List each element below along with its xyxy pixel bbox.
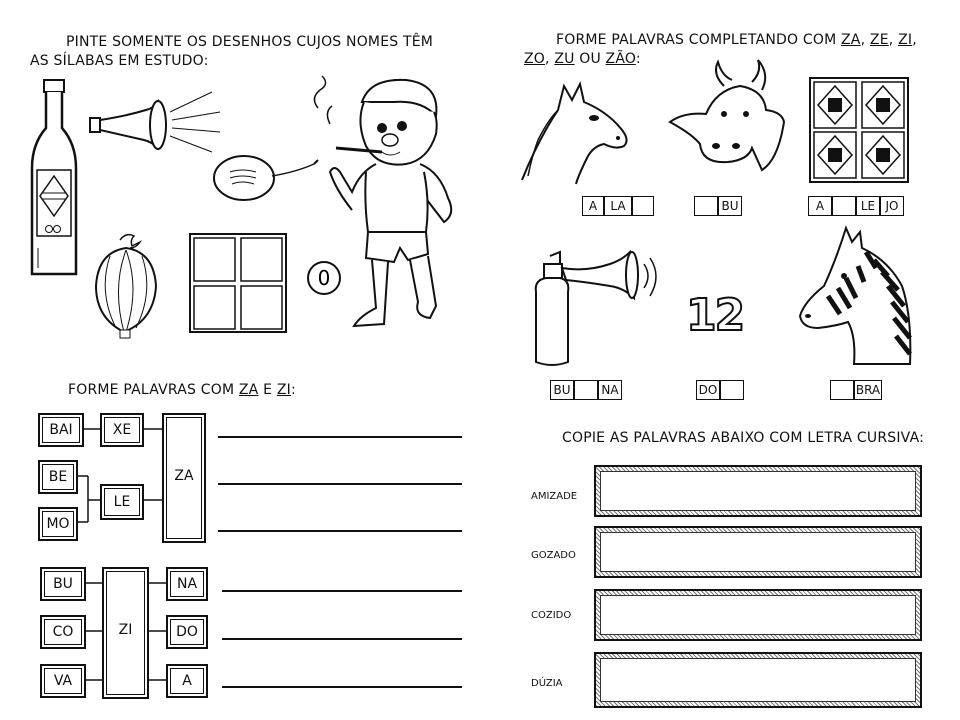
syllable-text: VA <box>44 668 82 694</box>
section1-title-line2: AS SÍLABAS EM ESTUDO: <box>30 53 209 69</box>
cavalo-cell-2: LA <box>604 196 632 216</box>
syllable-box-a <box>166 664 208 698</box>
section2-title-prefix: FORME PALAVRAS COM <box>68 382 239 398</box>
word-cozido: COZIDO <box>531 610 572 621</box>
syllable-text: ZI <box>106 571 145 695</box>
syllable-text: MO <box>42 511 74 537</box>
zebra-cell-2: BRA <box>854 380 882 400</box>
syllable-zao: ZÃO <box>605 51 636 67</box>
syllable-za: ZA <box>841 32 861 48</box>
horse-picture[interactable] <box>518 80 632 184</box>
copy-box-inner[interactable] <box>600 471 916 511</box>
word-gozado: GOZADO <box>531 550 576 561</box>
comma: , <box>545 51 555 67</box>
azulejo-cell-3: LE <box>856 196 880 216</box>
answer-line-6[interactable] <box>222 686 462 688</box>
syllable-text: BE <box>42 464 74 490</box>
comma: , <box>888 32 899 48</box>
section2-title-e: E <box>258 382 277 398</box>
syllable-box-zi <box>102 567 149 699</box>
syllable-box-do <box>166 615 208 649</box>
zero-digit: 0 <box>317 266 331 290</box>
syllable-box-mo <box>38 507 78 541</box>
comma: , <box>860 32 870 48</box>
syllable-box-za <box>162 413 206 543</box>
answer-line-1[interactable] <box>218 436 462 438</box>
copy-box-inner[interactable] <box>600 595 916 635</box>
azulejo-cell-4: JO <box>880 196 904 216</box>
azulejo-cell-blank[interactable] <box>832 196 856 216</box>
boi-cell-blank[interactable] <box>694 196 718 216</box>
ox-picture[interactable] <box>666 60 786 172</box>
syllable-box-co <box>40 615 86 649</box>
syllable-zu: ZU <box>554 51 575 67</box>
air-horn-picture[interactable] <box>526 244 666 370</box>
copy-box-duzia[interactable] <box>594 652 922 708</box>
syllable-zo: ZO <box>524 51 546 67</box>
azulejo-cell-1: A <box>808 196 832 216</box>
copy-box-inner[interactable] <box>600 532 916 572</box>
syllable-text: A <box>170 668 204 694</box>
ou-text: OU <box>574 51 606 67</box>
cavalo-cell-1: A <box>582 196 604 216</box>
syllable-box-na <box>166 567 208 601</box>
doze-cell-1: DO <box>696 380 720 400</box>
tiles-picture[interactable] <box>808 76 910 184</box>
copy-box-cozido[interactable] <box>594 589 922 641</box>
section2-title-colon: : <box>290 382 296 398</box>
colon: : <box>635 51 641 67</box>
section3-title-prefix: FORME PALAVRAS COMPLETANDO COM <box>556 32 842 48</box>
doze-cell-blank[interactable] <box>720 380 744 400</box>
word-duzia: DÚZIA <box>531 678 563 689</box>
syllable-zi: ZI <box>898 32 913 48</box>
syllable-box-le <box>100 484 144 520</box>
copy-box-inner[interactable] <box>600 658 916 702</box>
syllable-box-xe <box>100 413 144 447</box>
syllable-box-va <box>40 664 86 698</box>
answer-line-2[interactable] <box>218 483 462 485</box>
answer-line-5[interactable] <box>222 638 462 640</box>
cavalo-cell-blank[interactable] <box>632 196 654 216</box>
syllable-text: LE <box>104 488 140 516</box>
syllable-text: NA <box>170 571 204 597</box>
syllable-text: BAI <box>42 417 80 443</box>
zebra-picture[interactable] <box>798 226 912 366</box>
syllable-text: BU <box>44 571 82 597</box>
section1-title-line1: PINTE SOMENTE OS DESENHOS CUJOS NOMES TÊM <box>66 34 434 50</box>
section3-title-line2 <box>524 51 641 67</box>
answer-line-3[interactable] <box>218 530 462 532</box>
syllable-ze: ZE <box>869 32 889 48</box>
word-amizade: AMIZADE <box>531 491 578 502</box>
number-twelve-picture[interactable]: 12 <box>686 290 744 341</box>
syllable-box-be <box>38 460 78 494</box>
buzina-cell-blank[interactable] <box>574 380 598 400</box>
syllable-box-bai <box>38 413 84 447</box>
comma: , <box>912 32 917 48</box>
syllable-text: ZA <box>166 417 202 539</box>
buzina-cell-1: BU <box>550 380 574 400</box>
syllable-text: CO <box>44 619 82 645</box>
copy-box-gozado[interactable] <box>594 526 922 578</box>
zebra-cell-blank[interactable] <box>830 380 854 400</box>
copy-box-amizade[interactable] <box>594 465 922 517</box>
boi-cell-2: BU <box>718 196 742 216</box>
section2-title-zi: ZI <box>276 382 291 398</box>
section2-title-za: ZA <box>238 382 259 398</box>
section4-title: COPIE AS PALAVRAS ABAIXO COM LETRA CURSIVA: <box>562 430 925 446</box>
syllable-box-bu <box>40 567 86 601</box>
answer-line-4[interactable] <box>222 590 462 592</box>
syllable-text: XE <box>104 417 140 443</box>
syllable-text: DO <box>170 619 204 645</box>
buzina-cell-3: NA <box>598 380 622 400</box>
section3-title-line1 <box>556 32 917 48</box>
